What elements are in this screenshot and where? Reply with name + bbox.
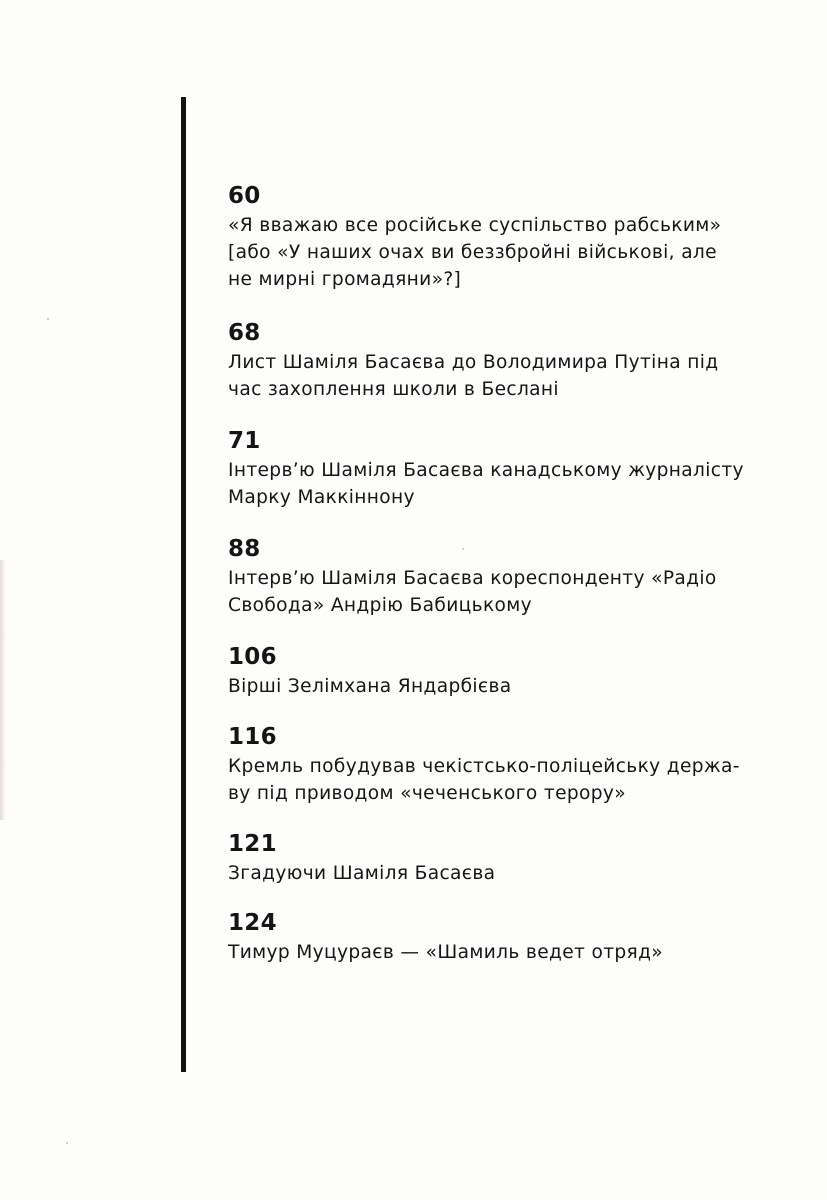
toc-page-number: 121 [228, 831, 277, 857]
toc-page-number: 71 [228, 428, 261, 454]
toc-entry [228, 535, 788, 619]
toc-entry-title-line: не мирні громадяни»?] [228, 269, 462, 290]
toc-entry-title-line: Свобода» Андрію Бабицькому [228, 595, 533, 616]
toc-entry-title-line: Марку Маккіннону [228, 487, 415, 508]
page-edge-shadow [0, 560, 6, 820]
toc-entry-title-line: Згадуючи Шаміля Басаєва [228, 863, 496, 884]
vertical-rule [181, 97, 186, 1072]
toc-entry-title-line: «Я вважаю все російське суспільство рабським» [228, 215, 722, 236]
toc-entry-title-line: ву під приводом «чеченського терору» [228, 783, 626, 804]
toc-page-number: 88 [228, 536, 261, 562]
toc-entry-title-line: Кремль побудував чекістсько-поліцейську держа- [228, 756, 740, 777]
paper-speck [47, 318, 49, 320]
toc-entry [228, 319, 788, 403]
toc-entry-title-line: час захоплення школи в Беслані [228, 379, 559, 400]
toc-page-number: 116 [228, 724, 277, 750]
toc-entry-title-line: [або «У наших очах ви беззбройні військові, але [228, 242, 717, 263]
toc-page-number: 106 [228, 644, 277, 670]
toc-entry [228, 427, 788, 511]
toc-entry [228, 830, 788, 887]
toc-entry [228, 909, 788, 966]
toc-page-number: 68 [228, 320, 261, 346]
toc-entry-title-line: Інтерв’ю Шаміля Басаєва канадському журналісту [228, 460, 744, 481]
toc-entry-title-line: Вірші Зелімхана Яндарбієва [228, 676, 512, 697]
paper-speck [66, 1142, 68, 1144]
toc-entry [228, 643, 788, 700]
toc-entry-title-line: Інтерв’ю Шаміля Басаєва кореспонденту «Радіо [228, 568, 717, 589]
toc-page-number: 60 [228, 183, 261, 209]
toc-entry [228, 182, 788, 293]
toc-entry [228, 723, 788, 807]
toc-entry-title-line: Лист Шаміля Басаєва до Володимира Путіна під [228, 352, 719, 373]
toc-page-number: 124 [228, 910, 277, 936]
toc-entry-title-line: Тимур Муцураєв — «Шамиль ведет отряд» [228, 942, 663, 963]
paper-speck [462, 548, 464, 550]
